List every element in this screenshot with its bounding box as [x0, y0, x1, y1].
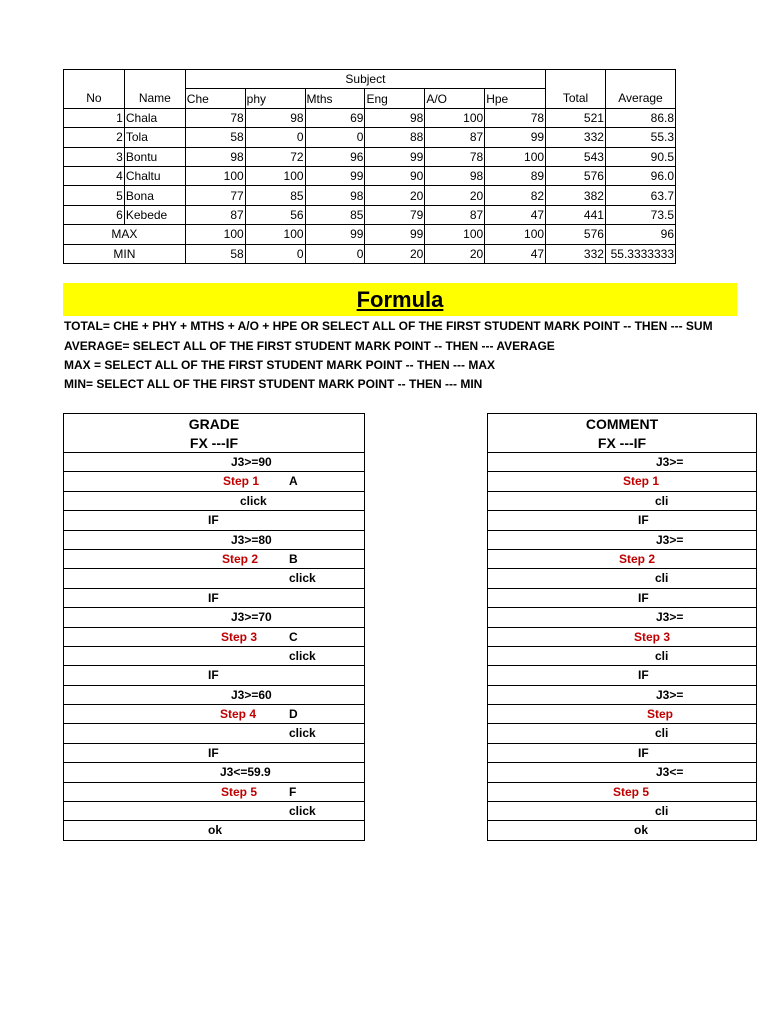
comment_steps-click-row [488, 569, 757, 588]
mark-mths: 98 [305, 186, 365, 205]
student-average: 63.7 [605, 186, 675, 205]
comment_steps-condition: J3>= [656, 610, 684, 625]
step-row [488, 763, 757, 782]
grade_steps-condition: J3<=59.9 [220, 765, 271, 780]
step-row [64, 530, 365, 549]
mark-eng: 90 [365, 166, 425, 185]
student-name: Tola [124, 128, 185, 147]
mark-ao: 98 [425, 166, 485, 185]
step-row [64, 453, 365, 472]
mark-phy: 85 [245, 186, 305, 205]
min-total: 332 [546, 244, 606, 263]
mark-mths: 85 [305, 205, 365, 224]
student-no: 5 [64, 186, 125, 205]
formula-total-line: TOTAL= CHE + PHY + MTHS + A/O + HPE OR SELECT ALL OF THE FIRST STUDENT MARK POINT -- THEN --- SUM [64, 319, 713, 333]
comment_steps-step-label: Step 1 [623, 474, 660, 489]
comment_steps-step-label: Step 3 [634, 629, 671, 644]
step-row [64, 782, 365, 801]
mark-phy: 56 [245, 205, 305, 224]
step-row [488, 549, 757, 568]
max-phy: 100 [245, 225, 305, 244]
comment_steps-click-row [488, 802, 757, 821]
student-average: 90.5 [605, 147, 675, 166]
step-row [64, 821, 365, 840]
formula-average-line: AVERAGE= SELECT ALL OF THE FIRST STUDENT MARK POINT -- THEN --- AVERAGE [64, 339, 555, 353]
mark-ao: 78 [425, 147, 485, 166]
grade_steps-result: B [289, 551, 298, 566]
subject-header: Subject [185, 70, 545, 89]
step-row [488, 453, 757, 472]
comment_steps-fx-label: FX ---IF [597, 434, 647, 451]
mark-eng: 98 [365, 108, 425, 127]
student-rows [64, 108, 676, 224]
grade_steps-step-label: Step 4 [220, 707, 257, 722]
subject-che-header: Che [185, 89, 245, 108]
student-no: 3 [64, 147, 125, 166]
step-row [488, 472, 757, 491]
student-no: 6 [64, 205, 125, 224]
comment_steps-click-row [488, 646, 757, 665]
mark-mths: 69 [305, 108, 365, 127]
student-name: Bona [124, 186, 185, 205]
step-row [488, 705, 757, 724]
formula-title: Formula [356, 287, 444, 312]
student-name: Chala [124, 108, 185, 127]
grade_steps-step-label: Step 3 [221, 629, 258, 644]
subject-mths-header: Mths [305, 89, 365, 108]
comment_steps-ok: ok [634, 823, 649, 838]
min-eng: 20 [365, 244, 425, 263]
mark-eng: 99 [365, 147, 425, 166]
student-average: 96.0 [605, 166, 675, 185]
grade_steps-click: click [289, 726, 316, 741]
grade_steps-fx-label: FX ---IF [189, 434, 239, 451]
step-row [64, 743, 365, 762]
comment_steps-step-label: Step 5 [613, 784, 650, 799]
comment_steps-condition: J3>= [656, 532, 684, 547]
student-name: Kebede [124, 205, 185, 224]
formula-min-line: MIN= SELECT ALL OF THE FIRST STUDENT MARK POINT -- THEN --- MIN [64, 377, 483, 391]
student-name: Bontu [124, 147, 185, 166]
mark-phy: 98 [245, 108, 305, 127]
step-row [488, 627, 757, 646]
step-row [488, 530, 757, 549]
column-header-row [64, 89, 676, 108]
comment_steps-if: IF [638, 513, 649, 528]
min-ao: 20 [425, 244, 485, 263]
grade_steps-condition: J3>=90 [231, 455, 272, 469]
mark-ao: 87 [425, 128, 485, 147]
mark-phy: 0 [245, 128, 305, 147]
grade_steps-result: D [289, 707, 298, 722]
comment_steps-click-row [488, 724, 757, 743]
step-row [488, 433, 757, 453]
max-average: 96 [605, 225, 675, 244]
mark-mths: 99 [305, 166, 365, 185]
subject-hpe-header: Hpe [485, 89, 546, 108]
mark-che: 58 [185, 128, 245, 147]
comment_steps-step-label: Step [647, 707, 674, 722]
min-row [64, 244, 676, 263]
student-total: 543 [546, 147, 606, 166]
student-average: 86.8 [605, 108, 675, 127]
comment_steps-step-label: Step 2 [619, 551, 656, 566]
student-row [64, 128, 676, 147]
comment_steps-click: cli [655, 571, 669, 586]
average-header-top [605, 70, 675, 89]
subject-eng-header: Eng [365, 89, 425, 108]
step-row [64, 627, 365, 646]
student-row [64, 166, 676, 185]
grade_steps-result: C [289, 629, 298, 644]
comment_steps-if: IF [638, 590, 649, 605]
mark-mths: 96 [305, 147, 365, 166]
subject-ao-header: A/O [425, 89, 485, 108]
mark-eng: 88 [365, 128, 425, 147]
mark-eng: 20 [365, 186, 425, 205]
student-total: 521 [546, 108, 606, 127]
grade_steps-click-row [64, 569, 365, 588]
step-row [64, 414, 365, 434]
max-che: 100 [185, 225, 245, 244]
student-no: 2 [64, 128, 125, 147]
student-name: Chaltu [124, 166, 185, 185]
grade_steps-result: A [289, 474, 298, 489]
min-mths: 0 [305, 244, 365, 263]
marks-table [63, 69, 676, 264]
comment_steps-click: cli [655, 804, 669, 819]
subject-header-row [64, 70, 676, 89]
no-header: No [64, 89, 125, 108]
student-average: 55.3 [605, 128, 675, 147]
max-mths: 99 [305, 225, 365, 244]
subject-phy-header: phy [245, 89, 305, 108]
comment_steps-click: cli [655, 493, 669, 508]
min-che: 58 [185, 244, 245, 263]
grade_steps-click-row [64, 724, 365, 743]
mark-che: 77 [185, 186, 245, 205]
max-label: MAX [64, 225, 186, 244]
mark-phy: 72 [245, 147, 305, 166]
grade_steps-title: GRADE [188, 415, 240, 432]
grade_steps-if: IF [208, 513, 219, 528]
grade_steps-condition: J3>=70 [231, 610, 272, 625]
name-header: Name [124, 89, 185, 108]
total-header: Total [546, 89, 606, 108]
grade_steps-if: IF [208, 745, 219, 760]
mark-che: 87 [185, 205, 245, 224]
grade_steps-step-label: Step 1 [223, 474, 260, 489]
step-row [488, 782, 757, 801]
min-hpe: 47 [485, 244, 546, 263]
max-total: 576 [546, 225, 606, 244]
step-row [64, 666, 365, 685]
min-label: MIN [64, 244, 186, 263]
student-total: 441 [546, 205, 606, 224]
mark-mths: 0 [305, 128, 365, 147]
step-row [488, 685, 757, 704]
grade_steps-step-label: Step 2 [222, 551, 259, 566]
min-phy: 0 [245, 244, 305, 263]
mark-che: 98 [185, 147, 245, 166]
comment_steps-condition: J3<= [656, 765, 684, 780]
step-row [488, 511, 757, 530]
mark-ao: 87 [425, 205, 485, 224]
max-eng: 99 [365, 225, 425, 244]
formula-max-line: MAX = SELECT ALL OF THE FIRST STUDENT MARK POINT -- THEN --- MAX [64, 358, 495, 372]
mark-ao: 20 [425, 186, 485, 205]
grade_steps-condition: J3>=80 [231, 532, 272, 547]
max-hpe: 100 [485, 225, 546, 244]
step-row [64, 472, 365, 491]
grade_steps-click: click [289, 804, 316, 819]
student-row [64, 205, 676, 224]
comment_steps-condition: J3>= [656, 455, 684, 469]
student-no: 1 [64, 108, 125, 127]
student-row [64, 147, 676, 166]
name-header-top [124, 70, 185, 89]
grade_steps-condition: J3>=60 [231, 687, 272, 702]
student-average: 73.5 [605, 205, 675, 224]
grade_steps-step-label: Step 5 [221, 784, 258, 799]
mark-ao: 100 [425, 108, 485, 127]
comment_steps-if: IF [638, 668, 649, 683]
step-row [488, 821, 757, 840]
mark-hpe: 82 [485, 186, 546, 205]
max-row [64, 225, 676, 244]
mark-hpe: 100 [485, 147, 546, 166]
student-row [64, 186, 676, 205]
step-row [488, 608, 757, 627]
grade_steps-click: click [289, 648, 316, 663]
comment_steps-click: cli [655, 648, 669, 663]
comment_steps-if: IF [638, 745, 649, 760]
average-header: Average [605, 89, 675, 108]
step-row [64, 763, 365, 782]
step-row [64, 705, 365, 724]
max-ao: 100 [425, 225, 485, 244]
step-row [64, 588, 365, 607]
student-row [64, 108, 676, 127]
step-row [64, 511, 365, 530]
grade_steps-ok: ok [208, 823, 223, 838]
total-header-top [546, 70, 606, 89]
student-total: 332 [546, 128, 606, 147]
grade-steps-table [63, 413, 365, 841]
grade_steps-click-row [64, 646, 365, 665]
formula-band [63, 283, 737, 316]
step-row [488, 588, 757, 607]
comment_steps-click: cli [655, 726, 669, 741]
comment_steps-condition: J3>= [656, 687, 684, 702]
grade_steps-click: click [289, 571, 316, 586]
mark-hpe: 47 [485, 205, 546, 224]
step-row [488, 414, 757, 434]
step-row [488, 666, 757, 685]
step-row [64, 685, 365, 704]
step-row [64, 433, 365, 453]
mark-hpe: 78 [485, 108, 546, 127]
mark-hpe: 99 [485, 128, 546, 147]
comment_steps-title: COMMENT [585, 415, 659, 432]
no-header-top [64, 70, 125, 89]
grade_steps-if: IF [208, 590, 219, 605]
grade_steps-result: F [289, 784, 297, 799]
mark-che: 100 [185, 166, 245, 185]
mark-eng: 79 [365, 205, 425, 224]
mark-hpe: 89 [485, 166, 546, 185]
grade_steps-click-row [64, 802, 365, 821]
student-no: 4 [64, 166, 125, 185]
step-row [488, 743, 757, 762]
grade_steps-click-row [64, 491, 365, 510]
step-row [64, 549, 365, 568]
step-row [64, 608, 365, 627]
student-total: 382 [546, 186, 606, 205]
comment_steps-click-row [488, 491, 757, 510]
mark-che: 78 [185, 108, 245, 127]
grade_steps-if: IF [208, 668, 219, 683]
grade_steps-click: click [240, 493, 267, 508]
comment-steps-table [487, 413, 757, 841]
min-average: 55.3333333 [605, 244, 675, 263]
student-total: 576 [546, 166, 606, 185]
mark-phy: 100 [245, 166, 305, 185]
